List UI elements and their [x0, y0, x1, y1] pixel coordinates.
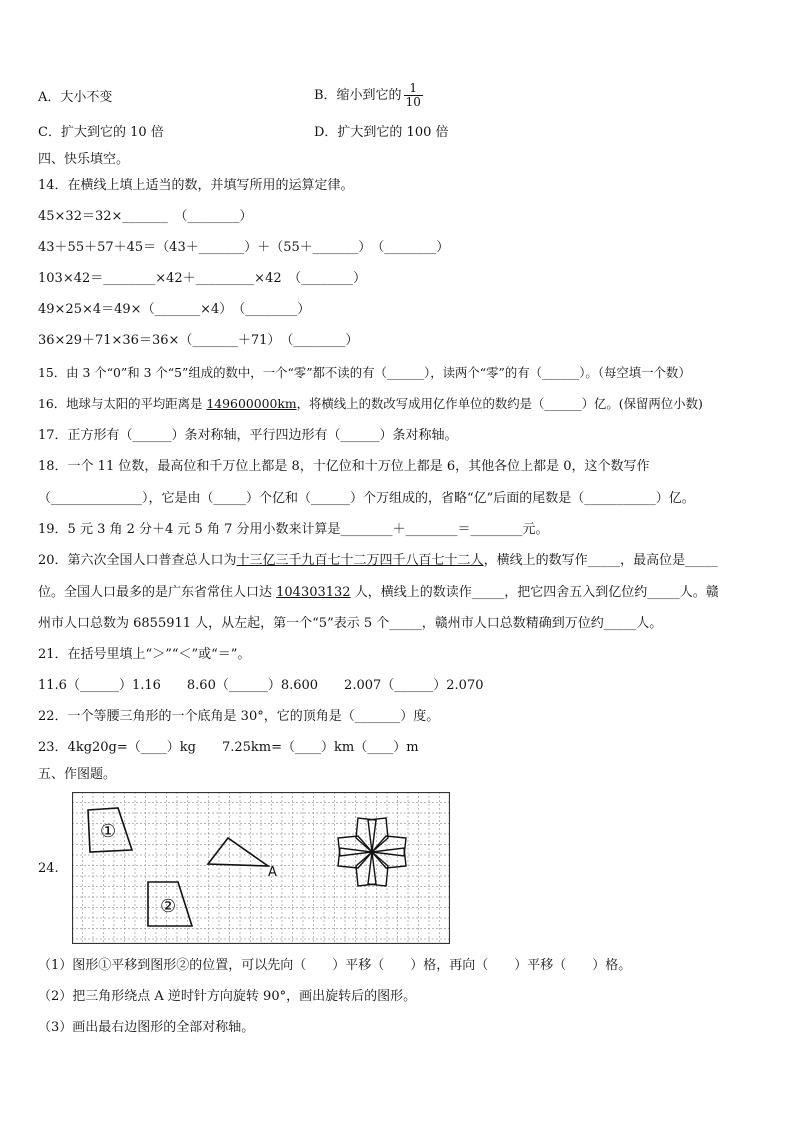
q20-text-3: 位。全国人口最多的是广东省常住人口达 — [38, 585, 277, 600]
q16-suffix: ，将横线上的数改写成用亿作单位的数约是（______）亿。(保留两位小数) — [296, 396, 703, 411]
q19: 19．5 元 3 角 2 分＋4 元 5 角 7 分用小数来计算是________＋________＝________元。 — [38, 522, 549, 537]
q24-sub-1: （1）图形①平移到图形②的位置，可以先向（ ）平移（ ）格，再向（ ）平移（ ）格。 — [38, 958, 632, 973]
option-a: A．大小不变 — [38, 90, 113, 105]
q14-line-3: 103×42＝________×42＋_________×42 （________） — [38, 271, 367, 286]
option-b — [314, 80, 423, 112]
triangle — [208, 838, 268, 866]
q16-prefix: 16．地球与太阳的平均距离是 — [38, 396, 207, 411]
q18-line-1: 18．一个 11 位数，最高位和千万位上都是 8，十亿位和十万位上都是 6，其他各位上都是 0，这个数写作 — [38, 459, 650, 474]
q20-underlined-number: 十三亿三千九百七十二万四千八百七十二人 — [236, 553, 484, 568]
q18-line-2: （______________），它是由（_____）个亿和（______）个万组成的，省略“亿”后面的尾数是（___________）亿。 — [38, 491, 695, 506]
q20-text-4: 人，横线上的数读作_____，把它四舍五入到亿位约_____人。赣 — [350, 585, 719, 600]
q20-underlined-number-2: 104303132 — [276, 585, 351, 600]
q14-title: 14．在横线上填上适当的数，并填写所用的运算定律。 — [38, 178, 354, 193]
section-5-heading: 五、作图题。 — [38, 767, 117, 782]
q24-sub-2: （2）把三角形绕点 A 逆时针方向旋转 90°，画出旋转后的图形。 — [38, 989, 417, 1004]
option-c: C．扩大到它的 10 倍 — [38, 125, 164, 140]
option-b-text: B．缩小到它的 — [314, 88, 402, 103]
q14-line-5: 36×29＋71×36＝36×（_______＋71） （________） — [38, 333, 359, 348]
shape-1-label: ① — [100, 821, 117, 842]
q23: 23．4kg20g=（____）kg 7.25km=（____）km（____）m — [38, 740, 419, 755]
q14-line-1: 45×32＝32×_______ （________） — [38, 209, 253, 224]
q20-line-2 — [38, 584, 719, 602]
q20-line-3: 州市人口总数为 6855911 人，从左起，第一个“5”表示 5 个_____，赣州市人口总数精确到万位约_____人。 — [38, 616, 663, 631]
point-a-label: A — [268, 865, 277, 880]
q16 — [38, 395, 703, 413]
q22: 22．一个等腰三角形的一个底角是 30°，它的顶角是（_______）度。 — [38, 709, 440, 724]
fraction — [404, 82, 423, 109]
q17: 17．正方形有（______）条对称轴，平行四边形有（______）条对称轴。 — [38, 428, 458, 443]
q14-line-2: 43＋55＋57＋45＝（43＋_______）＋（55＋_______） （________） — [38, 240, 450, 255]
q20-text-1: 20．第六次全国人口普查总人口为 — [38, 553, 237, 568]
q20-text-2: ，横线上的数写作_____，最高位是_____ — [483, 553, 718, 568]
fraction-numerator: 1 — [404, 82, 423, 96]
shape-2-label: ② — [160, 896, 177, 917]
q24-number: 24. — [38, 861, 59, 876]
q16-number: 149600000km — [206, 396, 297, 411]
q20-line-1 — [38, 552, 718, 570]
fraction-denominator: 10 — [405, 95, 421, 109]
option-d: D．扩大到它的 100 倍 — [314, 125, 449, 140]
section-4-heading: 四、快乐填空。 — [38, 152, 130, 167]
q24-sub-3: （3）画出最右边图形的全部对称轴。 — [38, 1020, 255, 1035]
drawing-grid — [72, 792, 450, 944]
q21-line: 11.6（______）1.16 8.60（______）8.600 2.007（______）2.070 — [38, 678, 484, 693]
q21-title: 21．在括号里填上“＞”“＜”或“＝”。 — [38, 647, 251, 662]
q14-line-4: 49×25×4＝49×（_______×4） （________） — [38, 302, 311, 317]
q15: 15．由 3 个“0”和 3 个“5”组成的数中，一个“零”都不读的有（______），读两个“零”的有（______）。（每空填一个数） — [38, 365, 691, 380]
